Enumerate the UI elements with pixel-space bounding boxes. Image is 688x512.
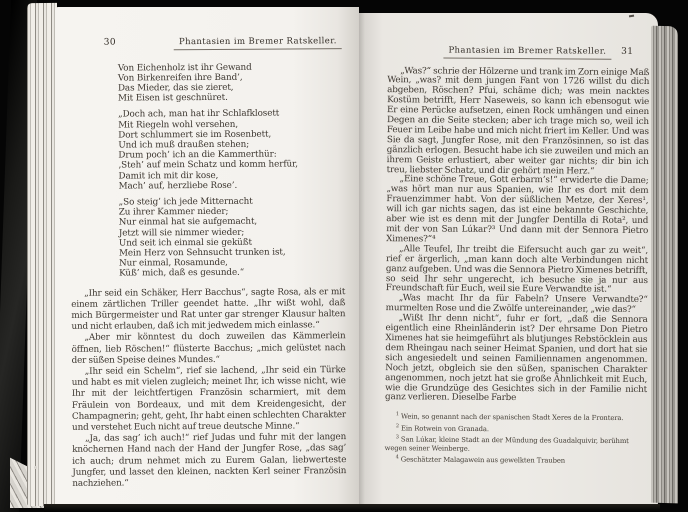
poem-line: Und seit ich einmal sie geküßt xyxy=(118,237,252,249)
page-edge-stack-left xyxy=(27,3,57,506)
poem-line: Drum poch’ ich an die Kammerthür: xyxy=(118,149,277,161)
poem-line: Nur einmal, Rosamunde, xyxy=(119,258,228,269)
book-page-right xyxy=(359,13,658,506)
poem-line: Mit Riegeln wohl versehen, xyxy=(118,119,239,131)
footnote-text: Wein, so genannt nach der spanischen Stadt Xeres de la Frontera. xyxy=(401,412,624,423)
poem-line: Jetzt will sie nimmer wieder; xyxy=(118,227,245,239)
page-number-left: 30 xyxy=(103,37,116,48)
paragraph: „Alle Teufel, Ihr treibt die Eifersucht auch gar zu weit“, rief er ärgerlich, „man kann doch alte Verbindungen nicht ganz aufgeben. Und was die Sennora Pietro Ximenes betrifft, so seid Ihr sehr ungerecht, ich besuche sie ja nur aus Freundschaft für Euch, weil sie Eure Verwandte ist.“ xyxy=(385,244,649,296)
footnote-marker: 4 xyxy=(395,454,399,461)
footnote-marker: 1 xyxy=(395,411,400,418)
running-head-left xyxy=(70,36,344,50)
footnote-text: San Lúkar, kleine Stadt an der Mündung des Guadalquivir, berühmt wegen seiner Weinberge. xyxy=(384,435,629,453)
footnote xyxy=(385,433,647,455)
poem-line: Zu ihrer Kammer nieder; xyxy=(118,207,229,218)
poem-line: Dort schlummert sie im Rosenbett, xyxy=(118,129,272,141)
footnote-marker: 2 xyxy=(395,422,399,429)
poem-line: Mit Eisen ist geschnüret. xyxy=(118,92,228,104)
book-bottom-shadow xyxy=(44,504,660,512)
poem-line: Küß’ mich, daß es gesunde.“ xyxy=(119,268,245,279)
page-right-content xyxy=(357,12,659,507)
poem-line: Damit ich mit dir kose, xyxy=(118,170,219,182)
poem-line: Das Mieder, das sie zieret, xyxy=(117,82,234,94)
paragraph: „Aber mir könntest du doch zuweilen das Kämmerlein öffnen, lieb Röschen!“ flüsterte Bacchus; „mich gelüstet nach der süßen Speise deines Mundes.“ xyxy=(71,331,346,366)
poem-line: Von Birkenreifen ihre Band’, xyxy=(117,72,243,84)
paragraph: „Ihr seid ein Schäker, Herr Bacchus“, sagte Rosa, als er mit einem zärtlichen Triller geendet hatte. „Ihr wißt wohl, daß mich Bürgermeister und Rat unter gar strenger Klausur halten und nicht erlauben, daß ich mit jedwedem mich einlasse.“ xyxy=(71,286,346,333)
poem-line: Nur einmal hat sie aufgemacht, xyxy=(118,217,258,228)
running-header-title-left: Phantasien im Bremer Ratskeller. xyxy=(174,36,342,50)
poem-line: Von Eichenholz ist ihr Gewand xyxy=(117,62,252,74)
book-page-left xyxy=(55,7,359,506)
running-head-right xyxy=(387,45,649,59)
footnotes xyxy=(385,410,647,466)
poem xyxy=(118,62,345,279)
page-left-content xyxy=(53,6,360,507)
footnote xyxy=(385,453,647,466)
paragraph: „Wißt Ihr denn nicht“, fuhr er fort, „daß die Sennora eigentlich eine Rheinländerin ist? Der ehrsame Don Pietro Ximenes hat sie heimgeführt als blutjunges Rebstöcklein aus dem Rheingau nach seiner Heimat Spanien, und dort hat sie sich angesiedelt und seinen Familiennamen angenommen. Noch jetzt, obgleich sie den süßen, spanischen Charakter angenommen, noch jetzt hat sie große Ähnlichkeit mit Euch, wie die Grundzüge des Gesichtes sich in der Familie nicht ganz verlieren. Dieselbe Farbe xyxy=(384,313,648,404)
paragraph: „Was?“ schrie der Hölzerne und trank im Zorn einige Maß Wein, „was? mit dem jungen Fant von 1726 willst du dich abgeben, Röschen? Pfui, schäme dich; was mein nacktes Kostüm betrifft, Herr Naseweis, so kann ich ebensogut wie Er eine Perücke aufsetzen, einen Rock umhängen und einen Degen an die Seite stecken; aber ich trage mich so, weil ich Feuer im Leibe habe und mich nicht friert im Keller. Und was Sie da sagt, Jungfer Rose, mit den Französinnen, so ist das gänzlich erlogen. Besucht habe ich sie zuweilen und mich an ihrem Geiste erlustiert, aber weiter gar nichts; dir bin ich treu, liebster Schatz, und dir gehört mein Herz.“ xyxy=(386,65,650,177)
poem-line: Mach’ auf, herzliebe Rose’. xyxy=(118,180,238,192)
paragraph: „Eine schöne Treue, Gott erbarm’s!“ erwiderte die Dame; „was hört man nur aus Spanien, wie Ihr es dort mit dem Frauenzimmer habt. Von der süßlichen Metze, der Xeres¹, will ich gar nichts sagen, das ist eine bekannte Geschichte, aber wie ist es denn mit der Jungfer Dentilla di Rota², und mit der von San Lúkar?³ Und dann mit der Sennora Pietro Ximenes?“⁴ xyxy=(386,174,649,245)
prose-right xyxy=(385,67,649,406)
paragraph: „Ja, das sag’ ich auch!“ rief Judas und fuhr mit der langen knöchernen Hand nach der Hand der Jungfer Rose, „das sag’ ich auch; drum nehmet mich zu Eurem Galan, liebwerteste Jungfer, und lasset den kleinen, nackten Kerl seiner Französin nachziehen.“ xyxy=(72,432,347,489)
poem-stanza-3 xyxy=(119,196,345,279)
footnote-marker: 3 xyxy=(395,434,399,441)
footnote-text: Geschätzter Malagawein aus gewelkten Trauben xyxy=(400,455,566,465)
poem-line: ‚Steh’ auf mein Schatz und komm herfür, xyxy=(118,159,298,171)
prose-left xyxy=(71,287,346,490)
page-number-right: 31 xyxy=(621,46,634,57)
poem-stanza-2 xyxy=(118,108,344,191)
poem-line: Und ich muß draußen stehen; xyxy=(118,139,250,151)
poem-line: „Doch ach, man hat ihr Schlafklosett xyxy=(118,108,280,120)
poem-line: Mein Herz von Sehnsucht trunken ist, xyxy=(118,247,286,259)
poem-stanza-1 xyxy=(118,62,344,104)
footnote-text: Ein Rotwein von Granada. xyxy=(400,424,489,433)
print-speck xyxy=(34,466,37,469)
paragraph: „Was macht Ihr da für Fabeln? Unsere Verwandte?“ murmelten Rose und die Zwölfe untereinander, „wie das?“ xyxy=(385,293,648,316)
page-edge-stack-right xyxy=(651,26,678,504)
poem-line: „So steig’ ich jede Mitternacht xyxy=(118,196,253,208)
paragraph: „Ihr seid ein Schelm“, rief sie lachend, „Ihr seid ein Türke und habt es mit vielen zugleich; meinet Ihr, ich wisse nicht, wie Ihr mit der leichtfertigen Französin scharmiert, mit dem Fräulein von Bordeaux, und mit dem Kreidengesicht, der Champagnerin; geht, geht, Ihr habt einen schlechten Charakter und verstehet Euch nicht auf treue deutsche Minne.“ xyxy=(71,365,347,433)
running-header-title-right: Phantasien im Bremer Ratskeller. xyxy=(443,46,611,60)
